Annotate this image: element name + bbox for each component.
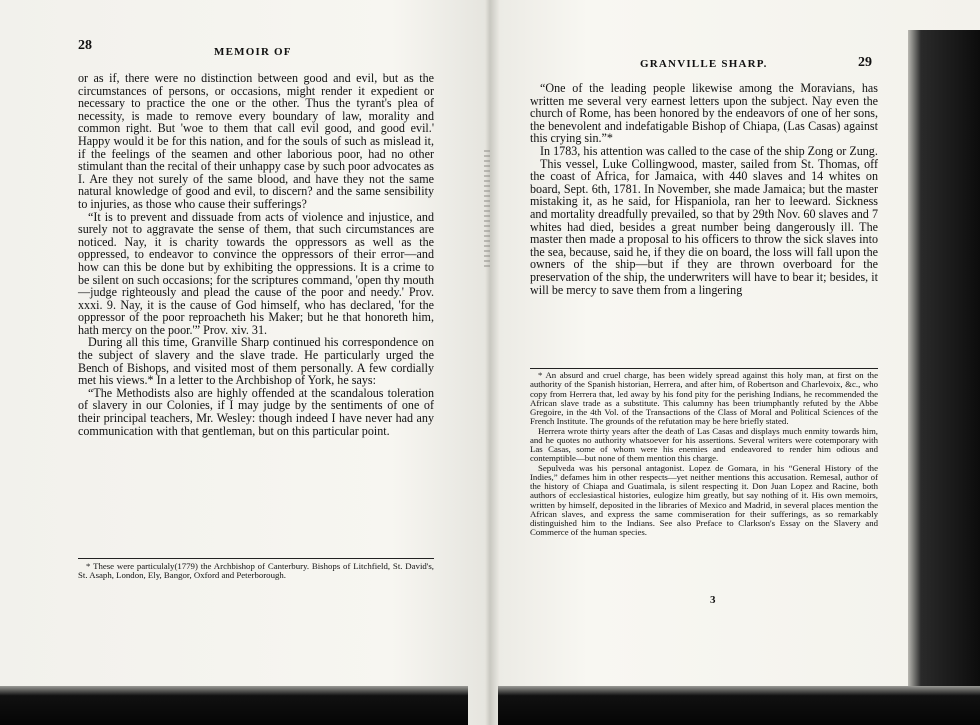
signature-mark: 3 xyxy=(710,594,716,606)
left-page xyxy=(62,0,434,690)
paragraph: “One of the leading people likewise among the Moravians, has written me several very earnest letters upon the subject. Nay even the church of Rome, has been honored by the endeavors of one of her sons, the benevolent and indefatigable Bishop of Chiapa, (Las Casas) against this crying sin.”* xyxy=(530,81,878,146)
gutter-shadow xyxy=(484,150,490,270)
running-head-left: MEMOIR OF xyxy=(214,46,292,58)
paragraph: “It is to prevent and dissuade from acts of violence and injustice, and surely not to aggravate the sense of them, that such circumstances are noticed. Nay, it is charity towards the oppressors as well as the oppressed, to endeavor to convince the oppressors of their error—and how can this be done but by exhibiting the oppressions. It is a crime to be silent on such occasions; for the scriptures command, 'open thy mouth—judge righteously and plead the cause of the poor and needy.' Prov. xxxi. 9. Nay, it is the cause of God himself, who has declared, 'for the oppressor of the poor reproacheth his Maker; but he that honoreth him, hath mercy on the poor.'” Prov. xiv. 31. xyxy=(78,209,434,337)
page-number-right: 29 xyxy=(858,55,872,70)
footnote-rule xyxy=(530,368,878,369)
paragraph: In 1783, his attention was called to the case of the ship Zong or Zung. xyxy=(540,143,878,158)
footnote-text: * These were particulaly(1779) the Archbishop of Canterbury. Bishops of Litchfield, St. David's, St. Asaph, London, Ely, Bangor, Oxford and Peterborough. xyxy=(78,561,434,581)
page-number-left: 28 xyxy=(78,38,92,53)
footnote-text: * An absurd and cruel charge, has been widely spread against this holy man, at first on the authority of the Spanish historian, Herrera, and after him, of Robertson and Charlevoix, &c., who copy from Herrera that, led away by his fond pity for the perishing Indians, he recommended the African slave trade as a substitute. This calumny has been triumphantly refuted by the Abbe Gregoire, in the 4th Vol. of the Transactions of the Class of Moral and Political Sciences of the French Institute. The grounds of the refutation may be here briefly stated. xyxy=(530,370,878,427)
paragraph: or as if, there were no distinction between good and evil, but as the circumstances of persons, or occasions, might render it expedient or necessary to practice the one or the other. Thus the tyrant's plea of necessity, is made to remove every boundary of law, morality and common right. But 'woe to them that call evil good, and good evil.' Happy would it be for this nation, and for the souls of such as mislead it, if the feelings of the seamen and other laborious poor, had no other stimulant than the recital of their unhappy case by such poor advocates as I. Are they not surely of the same blood, and have they not the same natural knowledge of good and evil, to discern? and the same sensibility to injuries, as those who cause their sufferings? xyxy=(78,71,434,211)
right-page xyxy=(530,0,880,690)
scan-edge-right xyxy=(908,30,980,725)
paragraph: “The Methodists also are highly offended at the scandalous toleration of slavery in our Colonies, if I may judge by the sentiments of one of their principal teachers, Mr. Wesley: though indeed I have never had any communication with that gentleman, but on this particular point. xyxy=(78,385,434,438)
scan-edge-bottom-left xyxy=(0,686,468,725)
running-head-right: GRANVILLE SHARP. xyxy=(640,58,768,70)
scan-edge-bottom-right xyxy=(498,686,980,725)
footnote-left xyxy=(78,562,434,581)
paragraph: This vessel, Luke Collingwood, master, sailed from St. Thomas, off the coast of Africa, for Jamaica, with 440 slaves and 14 whites on board, Sept. 6th, 1781. In November, she made Jamaica; but the master mistaking it, as he said, for Hispaniola, ran her to leeward. Sickness and mortality dreadfully prevailed, so that by 29th Nov. 60 slaves and 7 whites had died, besides a great number being dangerously ill. The master then made a proposal to his officers to throw the sick slaves into the sea, because, said he, if they die on board, the loss will fall upon the owners of the ship—but if they are thrown overboard for the preservation of the ship, the underwriters will have to bear it; besides, it will be mercy to save them from a lingering xyxy=(530,156,878,297)
left-body xyxy=(78,72,434,437)
paragraph: During all this time, Granville Sharp continued his correspondence on the subject of slavery and the slave trade. He particularly urged the Bench of Bishops, and visited most of them personally. A few cordially met his views.* In a letter to the Archbishop of York, he says: xyxy=(78,335,434,388)
footnote-text: Sepulveda was his personal antagonist. Lopez de Gomara, in his “General History of the Indies,” defames him in other respects—yet neither mentions this accusation. Remesal, author of the history of Chiapa and Guatimala, is silent respecting it. Don Juan Lopez and Racine, both authors of ecclesiastical histories, eulogize him greatly, but say nothing of it. His own memoirs, written by himself, deposited in the libraries of Mexico and Madrid, in several places mention the African slaves, and express the same commiseration for their sufferings, as so remarkably distinguished him to the Indians. See also Preface to Clarkson's Essay on the Slavery and Commerce of the human species. xyxy=(530,462,878,538)
footnote-rule xyxy=(78,558,434,559)
footnotes-right xyxy=(530,371,878,538)
right-body xyxy=(530,82,878,296)
footnote-text: Herrera wrote thirty years after the death of Las Casas and displays much enmity towards him, and he quotes no authority whatsoever for his assertions. Several writers were cotemporary with Las Casas, some of whom were his enemies and endeavored to render him odious and contemptible—but none of them mention this charge. xyxy=(530,425,878,464)
